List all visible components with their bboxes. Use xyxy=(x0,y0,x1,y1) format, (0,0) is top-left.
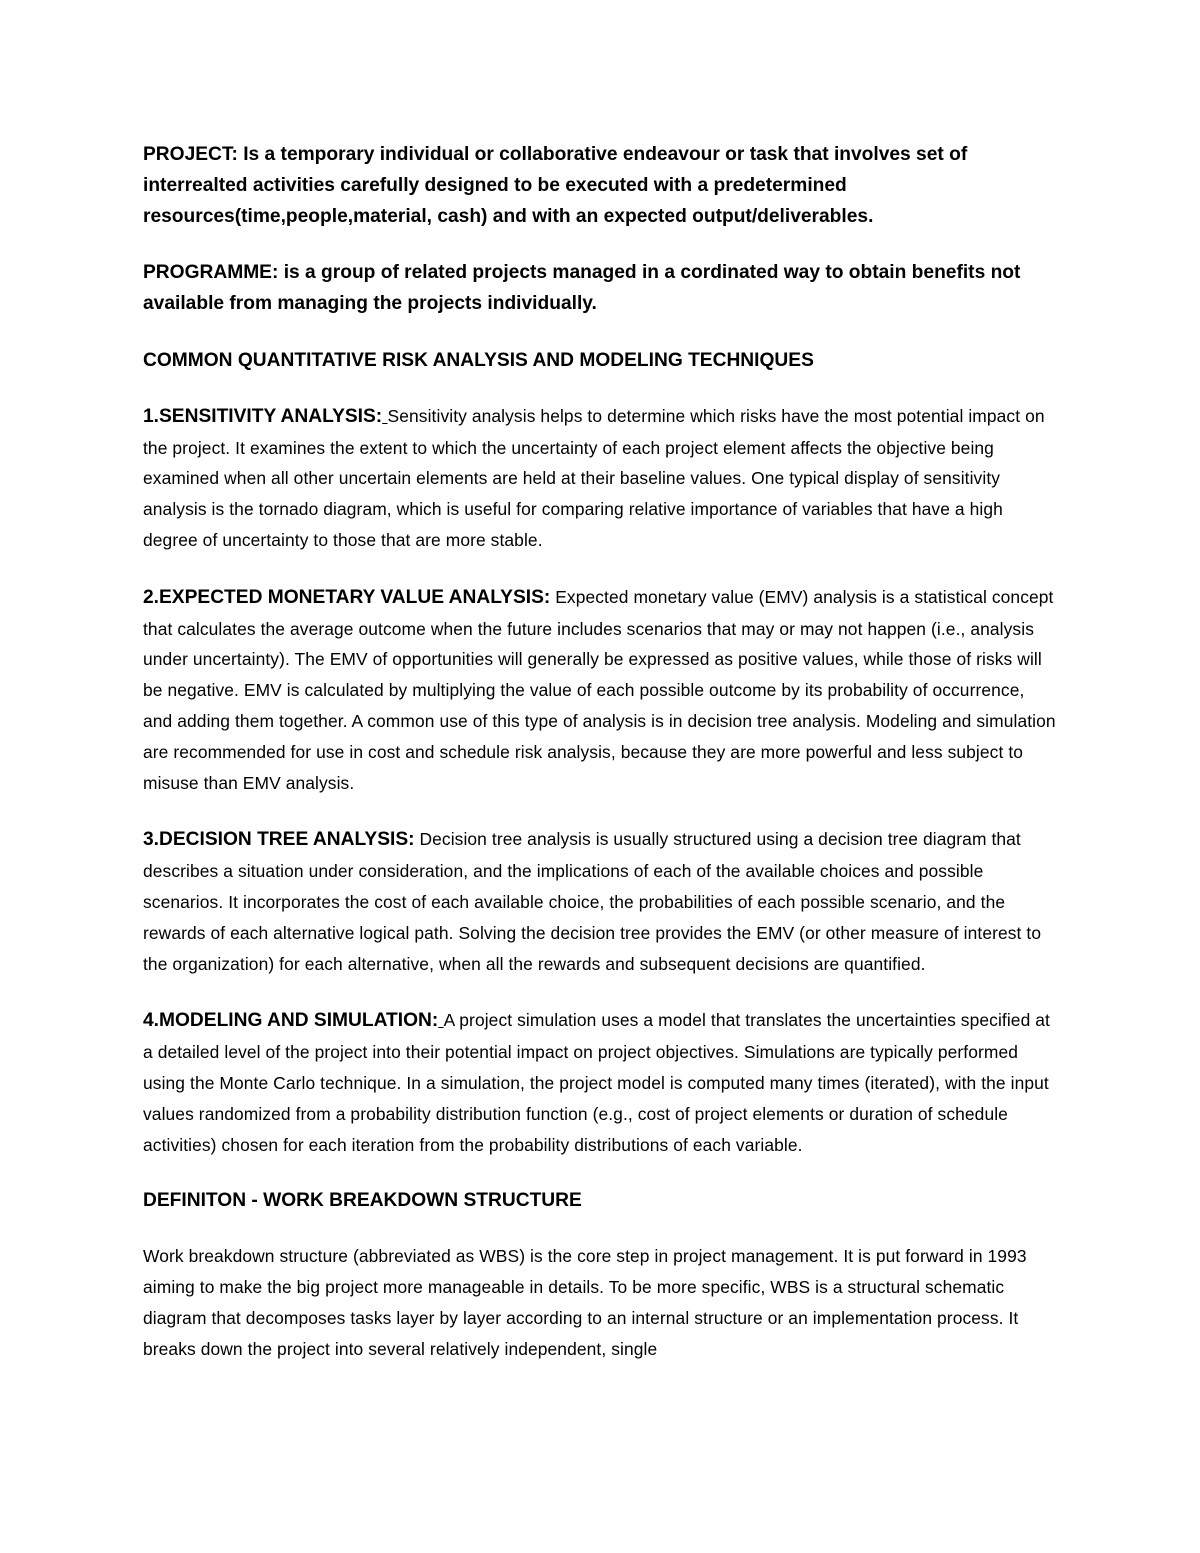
document-page xyxy=(143,140,1058,1364)
wbs-definition: Work breakdown structure (abbreviated as WBS) is the core step in project management. It is put forward in 1993 aiming to make the big project more manageable in details. To be more specific, WBS is a structural schematic diagram that decomposes tasks layer by layer according to an internal structure or an implementation process. It breaks down the project into several relatively independent, single xyxy=(143,1246,1027,1359)
section-title: 3.DECISION TREE ANALYSIS: xyxy=(143,829,415,851)
programme-term: PROGRAMME: xyxy=(143,262,279,284)
project-definition xyxy=(143,140,1058,232)
section-sensitivity-analysis xyxy=(143,401,1058,556)
section-modeling-and-simulation xyxy=(143,1005,1058,1160)
section-expected-monetary-value xyxy=(143,582,1058,799)
section-body: Expected monetary value (EMV) analysis is a statistical concept that calculates the average outcome when the future includes scenarios that may or may not happen (i.e., analysis under uncertainty). The EMV of opportunities will generally be expressed as positive values, while those of risks will be negative. EMV is calculated by multiplying the value of each possible outcome by its probability of occurrence, and adding them together. A common use of this type of analysis is in decision tree analysis. Modeling and simulation are recommended for use in cost and schedule risk analysis, because they are more powerful and less subject to misuse than EMV analysis. xyxy=(143,586,1056,793)
section-title: 2.EXPECTED MONETARY VALUE ANALYSIS: xyxy=(143,586,551,608)
project-text: Is a temporary individual or collaborative endeavour or task that involves set of interrealted activities carefully designed to be executed with a predetermined resources(time,people,material, cash) and with an expected output/deliverables. xyxy=(143,144,968,227)
section-title: 4.MODELING AND SIMULATION: xyxy=(143,1010,439,1032)
wbs-heading: DEFINITON - WORK BREAKDOWN STRUCTURE xyxy=(143,1190,582,1212)
programme-text: is a group of related projects managed in a cordinated way to obtain benefits not available from managing the projects individually. xyxy=(143,262,1021,315)
section-decision-tree-analysis xyxy=(143,824,1058,979)
risk-analysis-heading: COMMON QUANTITATIVE RISK ANALYSIS AND MODELING TECHNIQUES xyxy=(143,349,814,371)
programme-definition xyxy=(143,258,1058,320)
section-body: Decision tree analysis is usually structured using a decision tree diagram that describes a situation under consideration, and the implications of each of the available choices and possible scenarios. It incorporates the cost of each available choice, the probabilities of each possible scenario, and the rewards of each alternative logical path. Solving the decision tree provides the EMV (or other measure of interest to the organization) for each alternative, when all the rewards and subsequent decisions are quantified. xyxy=(143,829,1042,974)
section-body: Sensitivity analysis helps to determine which risks have the most potential impact on the project. It examines the extent to which the uncertainty of each project element affects the objective being examined when all other uncertain elements are held at their baseline values. One typical display of sensitivity analysis is the tornado diagram, which is useful for comparing relative importance of variables that have a high degree of uncertainty to those that are more stable. xyxy=(143,405,1045,550)
section-title: 1.SENSITIVITY ANALYSIS: xyxy=(143,405,383,427)
project-term: PROJECT: xyxy=(143,144,238,165)
section-body: A project simulation uses a model that translates the uncertainties specified at a detailed level of the project into their potential impact on project objectives. Simulations are typically performed using the Monte Carlo technique. In a simulation, the project model is computed many times (iterated), with the input values randomized from a probability distribution function (e.g., cost of project elements or duration of schedule activities) chosen for each iteration from the probability distributions of each variable. xyxy=(143,1010,1050,1155)
